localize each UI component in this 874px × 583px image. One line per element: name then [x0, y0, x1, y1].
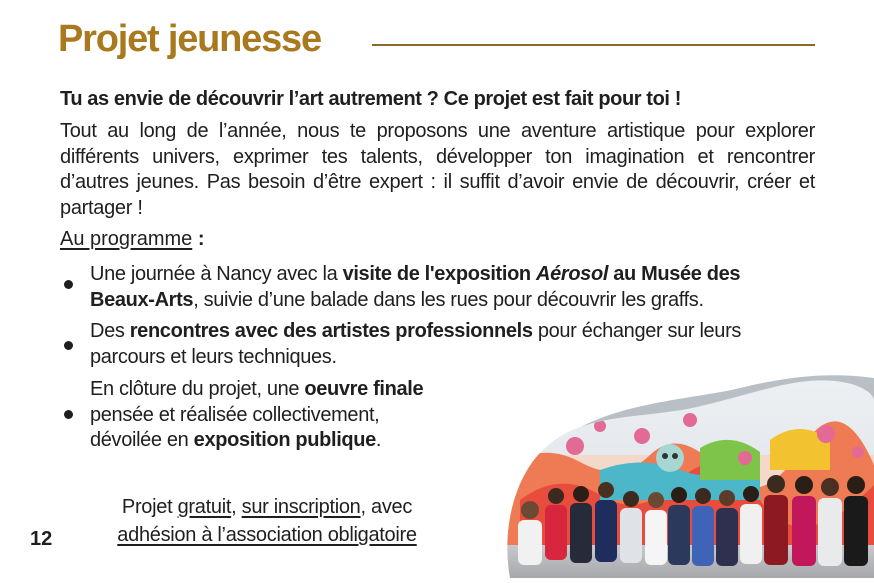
programme-heading-text: Au programme	[60, 228, 193, 250]
intro-lead: Tu as envie de découvrir l’art autrement ? Ce projet est fait pour toi !	[60, 88, 681, 110]
bullet-dot	[64, 341, 73, 350]
list-item: Une journée à Nancy avec la visite de l'exposition Aérosol au Musée des Beaux-Arts, suivie d’une balade dans les rues pour découvrir les graffs.	[90, 263, 741, 311]
bullet-dot	[64, 280, 73, 289]
page-title: Projet jeunesse	[58, 18, 321, 60]
intro-paragraph: Tout au long de l’année, nous te proposons une aventure artistique pour explorer différents univers, exprimer tes talents, développer ton imagination et rencontrer d’autres jeunes. Pas besoin d’être expert : il suffit d’avoir envie de découvrir, créer et partager !	[60, 120, 815, 219]
page-number: 12	[30, 528, 53, 550]
list-item: En clôture du projet, une oeuvre finale pensée et réalisée collectivement, dévoilée en exposition publique.	[90, 378, 424, 451]
title-divider	[372, 44, 815, 46]
programme-heading	[60, 228, 205, 251]
programme-heading-colon: :	[192, 228, 205, 250]
bullet-dot	[64, 410, 73, 419]
list-item: Des rencontres avec des artistes professionnels pour échanger sur leurs parcours et leurs techniques.	[90, 320, 742, 368]
registration-note: Projet gratuit, sur inscription, avec adhésion à l’association obligatoire	[117, 496, 417, 546]
